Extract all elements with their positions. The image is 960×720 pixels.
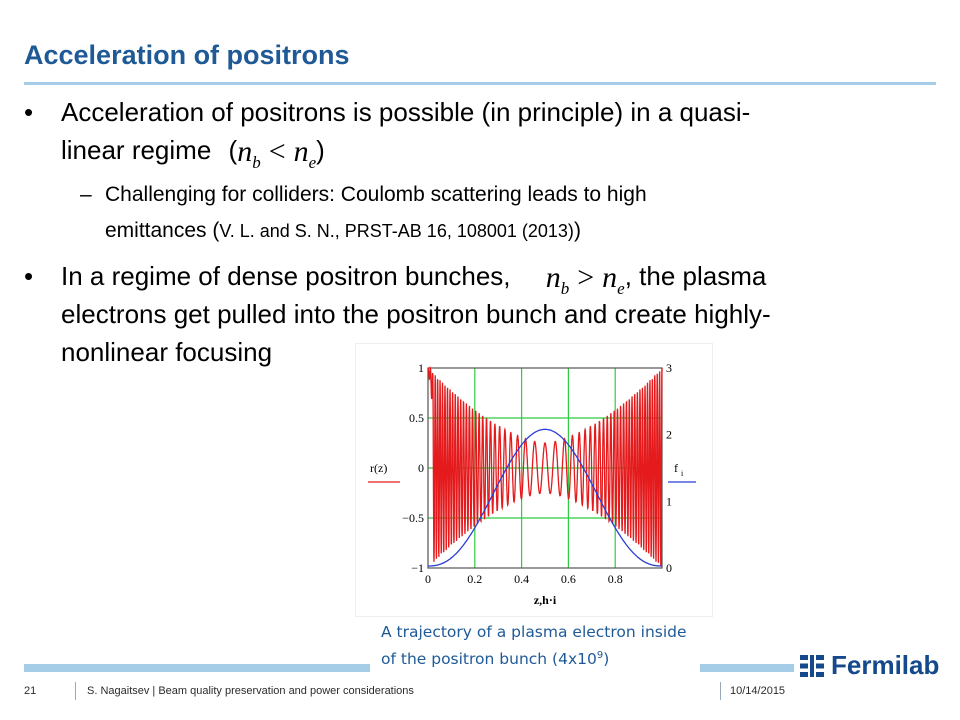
x-axis-label: z,h·i [533, 593, 557, 607]
math-sub: b [560, 279, 570, 298]
footer-separator [720, 682, 721, 700]
sub-text: emittances ( [105, 219, 220, 242]
bullet-2-text: , the plasma [624, 261, 767, 291]
title-divider [24, 82, 936, 85]
sub-text: ) [573, 219, 581, 242]
math-sub: e [308, 153, 317, 172]
paren-open: ( [228, 135, 238, 165]
y-right-axis-label-sub: i [681, 469, 684, 478]
y-right-tick-label: 0 [666, 561, 672, 575]
x-tick-label: 0.8 [607, 572, 623, 586]
y-left-axis-label: r(z) [370, 461, 388, 475]
y-left-tick-label: 1 [418, 361, 424, 375]
bullet-dot: • [24, 261, 34, 291]
caption-close: ) [603, 650, 610, 669]
presentation-date: 10/14/2015 [730, 685, 786, 697]
y-right-tick-label: 1 [666, 494, 672, 509]
bullet-1-regime-text: linear regime [61, 135, 212, 165]
footer-separator [75, 682, 76, 700]
math-var: n [237, 135, 253, 168]
y-left-tick-label: −1 [411, 561, 424, 575]
paren-close: ) [316, 135, 325, 165]
math-var: n [545, 261, 561, 294]
trajectory-chart [356, 344, 712, 616]
math-op: > [577, 261, 595, 294]
citation: V. L. and S. N., PRST-AB 16, 108001 (2013) [219, 221, 574, 241]
figure-caption [381, 621, 701, 671]
x-tick-label: 0 [425, 572, 431, 586]
sub-bullet-line-2 [105, 214, 581, 248]
y-right-tick-label: 3 [666, 361, 672, 375]
bullet-1-line-1: Acceleration of positrons is possible (in principle) in a quasi- [61, 97, 751, 127]
sub-bullet-line-1: Challenging for colliders: Coulomb scattering leads to high [105, 183, 647, 206]
bullet-2-line-2: electrons get pulled into the positron bunch and create highly- [61, 299, 771, 329]
y-right-tick-label: 2 [666, 427, 672, 442]
x-tick-label: 0.6 [560, 572, 576, 586]
math-nb-less-ne [237, 133, 316, 181]
page-number: 21 [24, 685, 37, 697]
fermilab-logo [797, 650, 939, 681]
math-var: n [602, 261, 618, 294]
bullet-dot: • [24, 97, 34, 127]
fermilab-logo-text: Fermilab [831, 650, 940, 680]
footer-bar-left [24, 664, 370, 672]
bullet-2-text: In a regime of dense positron bunches, [61, 261, 511, 291]
fermilab-logo-icon [797, 651, 827, 681]
caption-text: A trajectory of a plasma electron inside of the positron bunch (4x10 [381, 623, 687, 669]
sub-dash: – [80, 183, 92, 206]
math-op: < [268, 135, 286, 168]
trajectory-chart-svg [356, 344, 712, 616]
slide-title: Acceleration of positrons [24, 40, 350, 70]
series-trajectory-line [428, 368, 662, 567]
bullet-2-line-3: nonlinear focusing [61, 337, 273, 367]
footer-bar-right [700, 664, 794, 672]
caption-sup: 9 [596, 650, 604, 661]
math-var: n [293, 135, 309, 168]
y-left-tick-label: 0.5 [409, 411, 424, 425]
x-tick-label: 0.4 [514, 572, 530, 586]
y-left-tick-label: −0.5 [402, 511, 424, 525]
x-tick-label: 0.2 [467, 572, 483, 586]
math-sub: b [252, 153, 261, 172]
math-sub: e [617, 279, 625, 298]
y-right-axis-label: f [674, 461, 678, 475]
bullet-1-line-2 [61, 132, 325, 181]
y-left-tick-label: 0 [418, 461, 424, 475]
presenter-info: S. Nagaitsev | Beam quality preservation and power considerations [87, 685, 414, 697]
